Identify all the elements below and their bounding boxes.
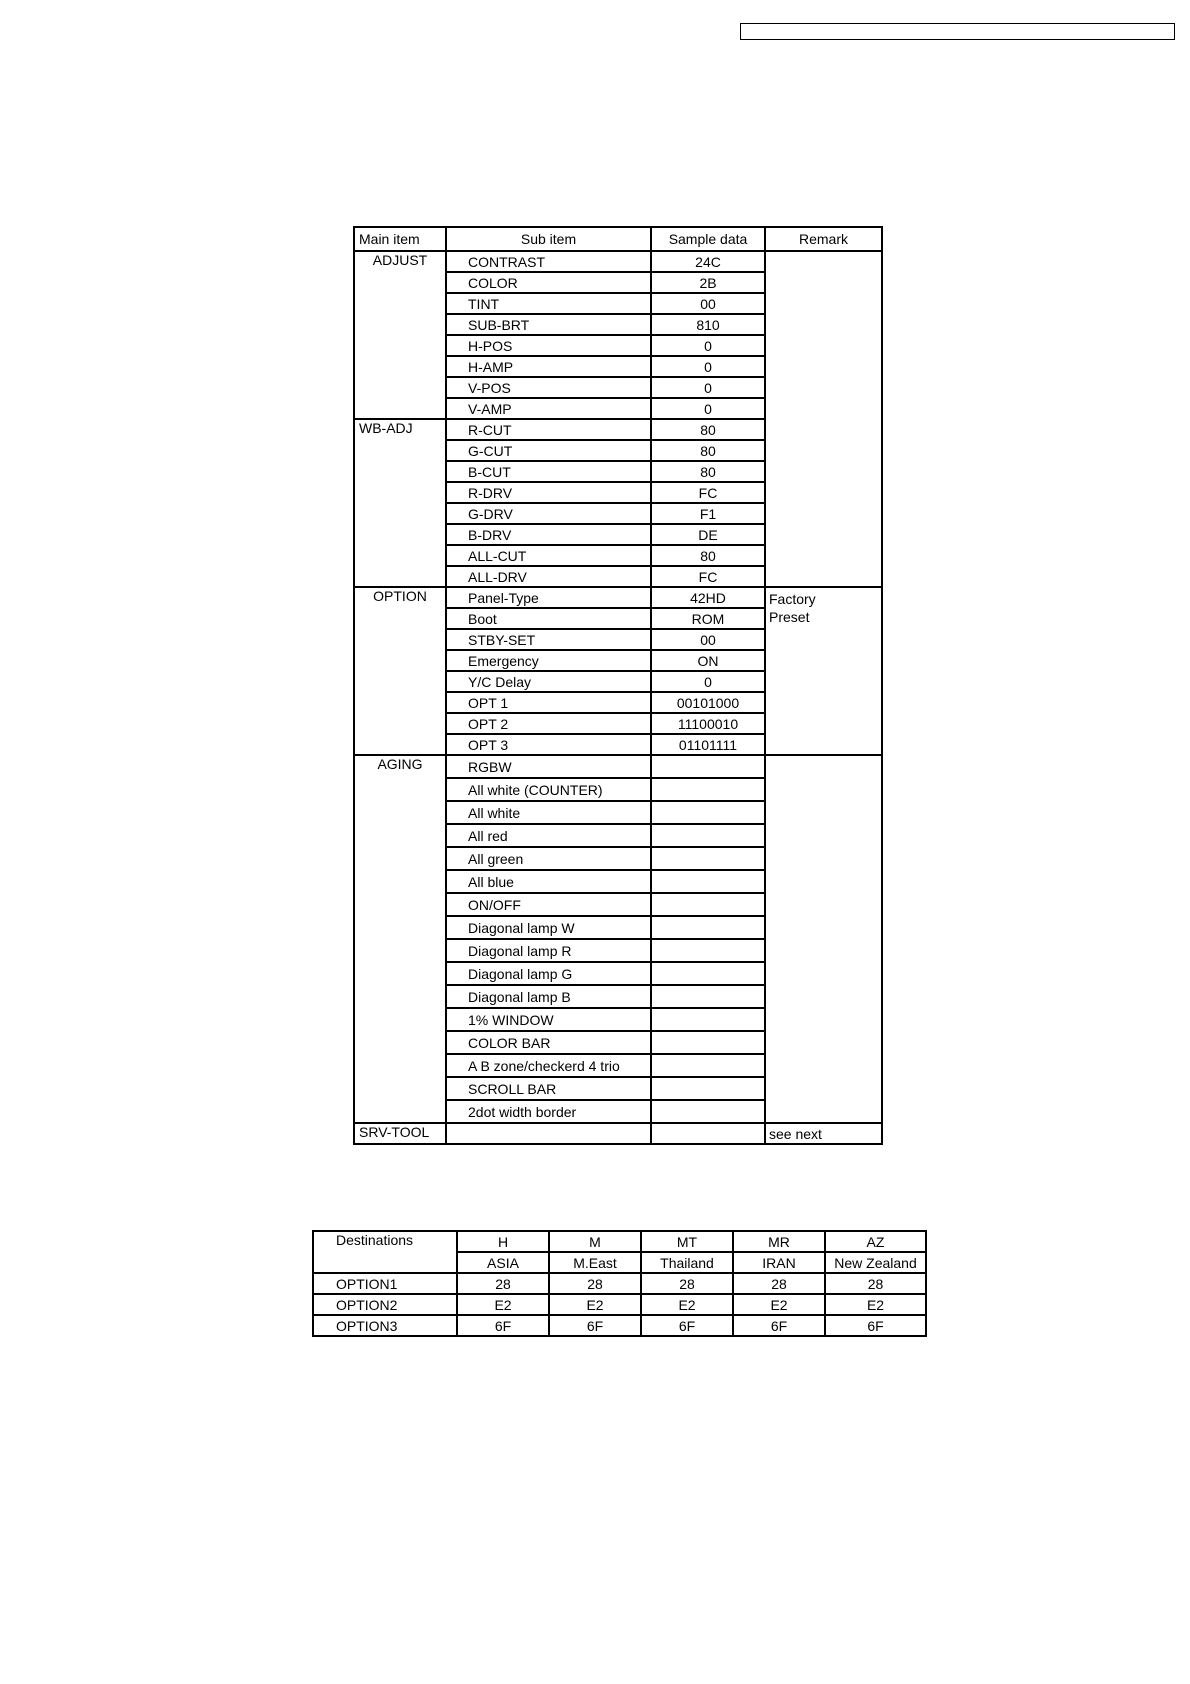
sample-data-cell — [651, 1054, 765, 1077]
destination-code: MT — [641, 1231, 733, 1252]
sample-data-cell: 24C — [651, 251, 765, 272]
sample-data-cell: 80 — [651, 440, 765, 461]
destination-region: M.East — [549, 1252, 641, 1273]
sample-data-cell — [651, 916, 765, 939]
sub-item-cell: All white — [446, 801, 651, 824]
sample-data-cell — [651, 801, 765, 824]
sub-item-cell: H-POS — [446, 335, 651, 356]
main-item-aging: AGING — [354, 755, 446, 1123]
table-row — [354, 755, 882, 778]
sample-data-cell: FC — [651, 482, 765, 503]
sub-item-cell: G-CUT — [446, 440, 651, 461]
sample-data-cell: 00101000 — [651, 692, 765, 713]
sample-data-cell: ROM — [651, 608, 765, 629]
sub-item-cell: STBY-SET — [446, 629, 651, 650]
sub-item-cell: CONTRAST — [446, 251, 651, 272]
destination-code: MR — [733, 1231, 825, 1252]
sub-item-cell: COLOR BAR — [446, 1031, 651, 1054]
sub-item-cell: SUB-BRT — [446, 314, 651, 335]
sample-data-cell: 0 — [651, 335, 765, 356]
sample-data-cell: 42HD — [651, 587, 765, 608]
sample-data-cell: ON — [651, 650, 765, 671]
sample-data-cell: 80 — [651, 545, 765, 566]
sub-item-cell: G-DRV — [446, 503, 651, 524]
main-item-adjust: ADJUST — [354, 251, 446, 419]
header-remark: Remark — [765, 227, 882, 251]
sample-data-cell — [651, 824, 765, 847]
sample-data-cell — [651, 962, 765, 985]
sub-item-cell: ON/OFF — [446, 893, 651, 916]
sub-item-cell: ALL-CUT — [446, 545, 651, 566]
sub-item-cell: RGBW — [446, 755, 651, 778]
option-value: 6F — [457, 1315, 549, 1336]
sample-data-cell: 0 — [651, 377, 765, 398]
option-row — [313, 1294, 926, 1315]
sample-data-cell: 01101111 — [651, 734, 765, 755]
sub-item-cell: ALL-DRV — [446, 566, 651, 587]
sample-data-cell: 80 — [651, 461, 765, 482]
option-label: OPTION1 — [313, 1273, 457, 1294]
sub-item-cell: V-POS — [446, 377, 651, 398]
sample-data-cell — [651, 1077, 765, 1100]
main-item-option: OPTION — [354, 587, 446, 755]
sub-item-cell: Emergency — [446, 650, 651, 671]
sub-item-cell: COLOR — [446, 272, 651, 293]
sample-data-cell: 80 — [651, 419, 765, 440]
option-label: OPTION2 — [313, 1294, 457, 1315]
sub-item-cell: All red — [446, 824, 651, 847]
destination-region: New Zealand — [825, 1252, 926, 1273]
sub-item-cell: OPT 1 — [446, 692, 651, 713]
sub-item-cell: OPT 2 — [446, 713, 651, 734]
sample-data-cell: 2B — [651, 272, 765, 293]
remark-factory-text: Factory — [769, 591, 816, 607]
header-main-item: Main item — [354, 227, 446, 251]
option-value: 28 — [825, 1273, 926, 1294]
sample-data-cell: F1 — [651, 503, 765, 524]
sub-item-cell: OPT 3 — [446, 734, 651, 755]
sample-data-cell — [651, 1100, 765, 1123]
sample-data-cell — [651, 755, 765, 778]
sub-item-cell: Diagonal lamp B — [446, 985, 651, 1008]
page-header-box — [740, 23, 1175, 40]
destination-region: IRAN — [733, 1252, 825, 1273]
option-label: OPTION3 — [313, 1315, 457, 1336]
sample-data-cell — [651, 985, 765, 1008]
sample-data-cell: 0 — [651, 356, 765, 377]
destination-region: Thailand — [641, 1252, 733, 1273]
option-value: 28 — [641, 1273, 733, 1294]
sample-data-cell — [651, 1008, 765, 1031]
header-sub-item: Sub item — [446, 227, 651, 251]
sub-item-cell: Panel-Type — [446, 587, 651, 608]
sub-item-cell — [446, 1123, 651, 1144]
service-menu-table — [353, 226, 883, 1145]
option-value: 28 — [549, 1273, 641, 1294]
remark-see-next: see next — [765, 1123, 882, 1144]
table-row — [354, 587, 882, 608]
sample-data-cell: FC — [651, 566, 765, 587]
destination-region: ASIA — [457, 1252, 549, 1273]
main-item-wbadj: WB-ADJ — [354, 419, 446, 587]
sample-data-cell — [651, 1031, 765, 1054]
option-value: 28 — [457, 1273, 549, 1294]
destination-code: H — [457, 1231, 549, 1252]
sub-item-cell: Diagonal lamp W — [446, 916, 651, 939]
option-value: 6F — [549, 1315, 641, 1336]
remark-cell-adjust — [765, 251, 882, 587]
sub-item-cell: TINT — [446, 293, 651, 314]
option-value: 6F — [641, 1315, 733, 1336]
sample-data-cell: 810 — [651, 314, 765, 335]
sub-item-cell: Diagonal lamp R — [446, 939, 651, 962]
option-row — [313, 1273, 926, 1294]
remark-cell-option — [765, 587, 882, 755]
option-value: E2 — [457, 1294, 549, 1315]
sub-item-cell: R-DRV — [446, 482, 651, 503]
sub-item-cell: A B zone/checkerd 4 trio — [446, 1054, 651, 1077]
sub-item-cell: Y/C Delay — [446, 671, 651, 692]
main-item-srvtool: SRV-TOOL — [354, 1123, 446, 1144]
option-value: E2 — [825, 1294, 926, 1315]
sub-item-cell: Boot — [446, 608, 651, 629]
sub-item-cell: B-CUT — [446, 461, 651, 482]
sample-data-cell — [651, 870, 765, 893]
destination-code: AZ — [825, 1231, 926, 1252]
option-value: E2 — [733, 1294, 825, 1315]
sub-item-cell: All green — [446, 847, 651, 870]
option-value: 28 — [733, 1273, 825, 1294]
sub-item-cell: All white (COUNTER) — [446, 778, 651, 801]
option-value: 6F — [825, 1315, 926, 1336]
sample-data-cell — [651, 778, 765, 801]
header-sample-data: Sample data — [651, 227, 765, 251]
sub-item-cell: H-AMP — [446, 356, 651, 377]
sub-item-cell: 2dot width border — [446, 1100, 651, 1123]
table-header-row — [354, 227, 882, 251]
sub-item-cell: B-DRV — [446, 524, 651, 545]
destination-code: M — [549, 1231, 641, 1252]
destinations-label: Destinations — [313, 1231, 457, 1273]
sample-data-cell — [651, 847, 765, 870]
option-value: E2 — [549, 1294, 641, 1315]
table-row — [354, 1123, 882, 1144]
sample-data-cell: 00 — [651, 629, 765, 650]
remark-preset-text: Preset — [769, 609, 810, 625]
sample-data-cell: 0 — [651, 398, 765, 419]
sub-item-cell: SCROLL BAR — [446, 1077, 651, 1100]
sample-data-cell — [651, 893, 765, 916]
sub-item-cell: Diagonal lamp G — [446, 962, 651, 985]
table-row — [354, 251, 882, 272]
option-row — [313, 1315, 926, 1336]
destinations-table — [312, 1230, 927, 1337]
sample-data-cell: DE — [651, 524, 765, 545]
sample-data-cell: 11100010 — [651, 713, 765, 734]
sample-data-cell: 0 — [651, 671, 765, 692]
sub-item-cell: 1% WINDOW — [446, 1008, 651, 1031]
sample-data-cell — [651, 939, 765, 962]
sample-data-cell: 00 — [651, 293, 765, 314]
sub-item-cell: R-CUT — [446, 419, 651, 440]
destination-codes-row — [313, 1231, 926, 1252]
option-value: 6F — [733, 1315, 825, 1336]
sub-item-cell: V-AMP — [446, 398, 651, 419]
option-value: E2 — [641, 1294, 733, 1315]
remark-cell-aging — [765, 755, 882, 1123]
sub-item-cell: All blue — [446, 870, 651, 893]
sample-data-cell — [651, 1123, 765, 1144]
